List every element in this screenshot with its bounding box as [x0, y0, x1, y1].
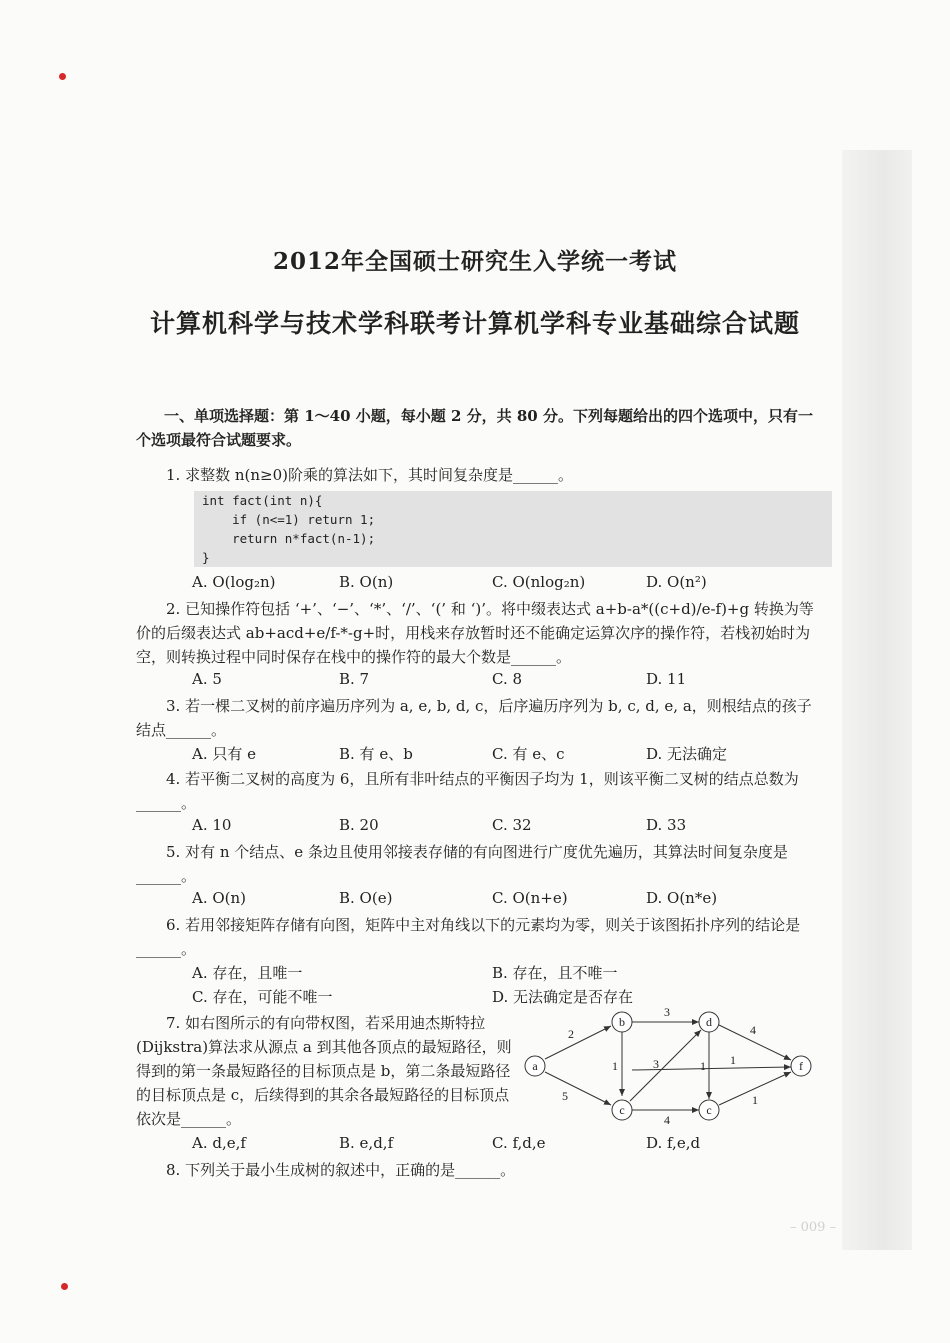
- option-a: A. 存在，且唯一: [192, 964, 303, 982]
- option-d: D. O(n*e): [646, 889, 718, 907]
- code-line: if (n<=1) return 1;: [202, 512, 376, 527]
- edge-a-b: [545, 1026, 611, 1059]
- edge-c-d: [630, 1030, 701, 1101]
- question-3-stem: 3. 若一棵二叉树的前序遍历序列为 a, e, b, d, c，后序遍历序列为 b, c, d, e, a，则根结点的孩子结点______。: [136, 697, 812, 739]
- option-d: D. 无法确定: [646, 745, 728, 763]
- question-8-stem: 8. 下列关于最小生成树的叙述中，正确的是______。: [166, 1161, 516, 1179]
- option-b: B. 存在，且不唯一: [492, 964, 618, 982]
- option-c: C. 存在，可能不唯一: [192, 988, 333, 1006]
- node-label: f: [799, 1059, 803, 1073]
- option-b: B. e,d,f: [339, 1134, 394, 1152]
- edge-weight: 4: [750, 1023, 756, 1037]
- question-7-options: [192, 1134, 842, 1158]
- question-5-stem: 5. 对有 n 个结点、e 条边且使用邻接表存储的有向图进行广度优先遍历，其算法时间复杂度是______。: [136, 843, 788, 885]
- node-label: b: [619, 1015, 625, 1029]
- option-d: D. 无法确定是否存在: [492, 988, 634, 1006]
- edge-weight: 1: [730, 1053, 736, 1067]
- question-4-stem: 4. 若平衡二叉树的高度为 6，且所有非叶结点的平衡因子均为 1，则该平衡二叉树的结点总数为______。: [136, 770, 799, 812]
- edge-weight: 5: [562, 1089, 568, 1103]
- option-b: B. 20: [339, 816, 379, 834]
- option-b: B. O(n): [339, 573, 394, 591]
- code-line: return n*fact(n-1);: [202, 531, 376, 546]
- option-d: D. 11: [646, 670, 687, 688]
- node-label: c: [619, 1103, 625, 1117]
- node-label: c: [706, 1103, 712, 1117]
- option-c: C. 32: [492, 816, 532, 834]
- option-d: D. 33: [646, 816, 687, 834]
- weighted-digraph: [515, 1000, 825, 1130]
- option-c: C. f,d,e: [492, 1134, 546, 1152]
- edge-weight: 2: [568, 1027, 574, 1041]
- question-6-options-row1: [192, 962, 842, 986]
- section-heading: 一、单项选择题：第 1～40 小题，每小题 2 分，共 80 分。下列每题给出的四个选项中，只有一个选项最符合试题要求。: [136, 407, 813, 449]
- option-b: B. 有 e、b: [339, 745, 413, 763]
- question-7-stem: 7. 如右图所示的有向带权图，若采用迪杰斯特拉(Dijkstra)算法求从源点 a 到其他各顶点的最短路径，则得到的第一条最短路径的目标顶点是 b，第二条最短路径的目标顶点是 c，后续得到的其余各最短路径的目标顶点依次是______。: [136, 1014, 512, 1128]
- option-d: D. O(n²): [646, 573, 707, 591]
- red-mark: [61, 1283, 68, 1290]
- edge-weight: 1: [612, 1059, 618, 1073]
- option-c: C. O(n+e): [492, 889, 568, 907]
- question-2-stem: 2. 已知操作符包括 ‘+’、‘−’、‘*’、‘/’、‘(’ 和 ‘)’。将中缀表达式 a+b-a*((c+d)/e-f)+g 转换为等价的后缀表达式 ab+acd+e/f-*-g+时，用栈来存放暂时还不能确定运算次序的操作符，若栈初始时为空，则转换过程中同时保存在栈中的操作符的最大个数是______。: [136, 600, 814, 666]
- question-6-stem: 6. 若用邻接矩阵存储有向图，矩阵中主对角线以下的元素均为零，则关于该图拓扑序列的结论是______。: [136, 916, 801, 958]
- edge-weight: 3: [664, 1005, 670, 1019]
- option-b: B. O(e): [339, 889, 393, 907]
- question-4-options: [192, 816, 842, 840]
- code-line: int fact(int n){: [202, 493, 323, 508]
- title-line-1: 2012年全国硕士研究生入学统一考试: [272, 248, 677, 275]
- option-d: D. f,e,d: [646, 1134, 701, 1152]
- edge-a-c: [545, 1072, 611, 1105]
- page-number: – 009 –: [790, 1220, 837, 1235]
- question-1-stem: 1. 求整数 n(n≥0)阶乘的算法如下，其时间复杂度是______。: [166, 466, 573, 484]
- option-a: A. 5: [192, 670, 222, 688]
- title-line-2: 计算机科学与技术学科联考计算机学科专业基础综合试题: [149, 309, 800, 338]
- red-mark: [59, 73, 66, 80]
- option-c: C. 有 e、c: [492, 745, 565, 763]
- option-a: A. O(n): [192, 889, 247, 907]
- edge-weight: 1: [752, 1093, 758, 1107]
- question-3-options: [192, 743, 842, 767]
- edge-weight: 4: [664, 1113, 670, 1127]
- option-c: C. 8: [492, 670, 523, 688]
- option-a: A. 10: [192, 816, 232, 834]
- option-b: B. 7: [339, 670, 370, 688]
- option-a: A. d,e,f: [192, 1134, 246, 1152]
- option-a: A. O(log₂n): [192, 573, 276, 591]
- option-a: A. 只有 e: [192, 745, 257, 763]
- edge-weight: 1: [700, 1059, 706, 1073]
- code-block: [194, 491, 832, 567]
- edge-weight: 3: [653, 1057, 659, 1071]
- node-label: a: [532, 1059, 538, 1073]
- code-line: }: [202, 550, 210, 565]
- node-label: d: [706, 1015, 712, 1029]
- question-5-options: [192, 889, 842, 913]
- option-c: C. O(nlog₂n): [492, 573, 586, 591]
- question-2-options: [192, 670, 842, 694]
- question-1-options: [192, 573, 842, 597]
